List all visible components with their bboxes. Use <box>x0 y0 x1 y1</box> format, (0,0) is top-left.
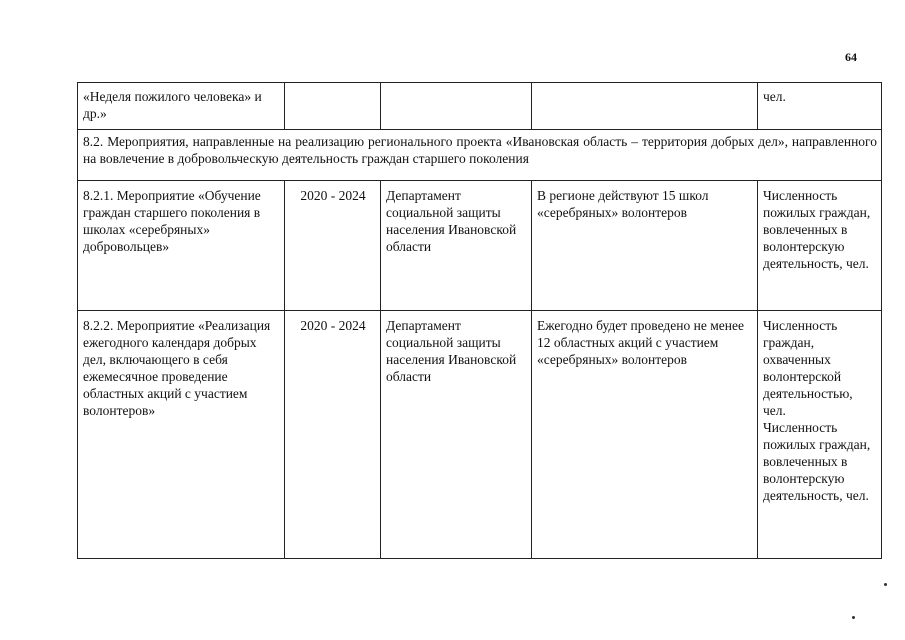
cell-indicator: Численность пожилых граждан, вовлеченных в волонтерскую деятельность, чел. <box>758 181 882 311</box>
section-heading: 8.2. Мероприятия, направленные на реализацию регионального проекта «Ивановская область – территория добрых дел», направленного на вовлечение в добровольческую деятельность граждан старшего поколения <box>78 130 882 181</box>
cell-period: 2020 - 2024 <box>285 181 381 311</box>
cell-executor: Департамент социальной защиты населения Ивановской области <box>381 181 532 311</box>
table-row-continued <box>78 83 882 130</box>
cell-indicator: чел. <box>758 83 882 130</box>
cell-executor: Департамент социальной защиты населения Ивановской области <box>381 311 532 559</box>
page-number: 64 <box>845 50 857 64</box>
cell-result: В регионе действуют 15 школ «серебряных» волонтеров <box>532 181 758 311</box>
cell-indicator <box>758 311 882 559</box>
indicator-2: Численность пожилых граждан, вовлеченных в волонтерскую деятельность, чел. <box>763 420 871 503</box>
cell-result: Ежегодно будет проведено не менее 12 областных акций с участием «серебряных» волонтеров <box>532 311 758 559</box>
scan-speck <box>884 583 887 586</box>
measures-table <box>77 82 882 559</box>
table-row <box>78 311 882 559</box>
cell-period: 2020 - 2024 <box>285 311 381 559</box>
cell-event: 8.2.2. Мероприятие «Реализация ежегодного календаря добрых дел, включающего в себя ежемесячное проведение областных акций с участием волонтеров» <box>78 311 285 559</box>
scan-speck <box>852 616 855 619</box>
table-row <box>78 181 882 311</box>
cell-event: 8.2.1. Мероприятие «Обучение граждан старшего поколения в школах «серебряных» добровольцев» <box>78 181 285 311</box>
section-row <box>78 130 882 181</box>
indicator-1: Численность граждан, охваченных волонтерской деятельностью, чел. <box>763 318 853 418</box>
cell-result <box>532 83 758 130</box>
cell-executor <box>381 83 532 130</box>
cell-period <box>285 83 381 130</box>
cell-event: «Неделя пожилого человека» и др.» <box>78 83 285 130</box>
